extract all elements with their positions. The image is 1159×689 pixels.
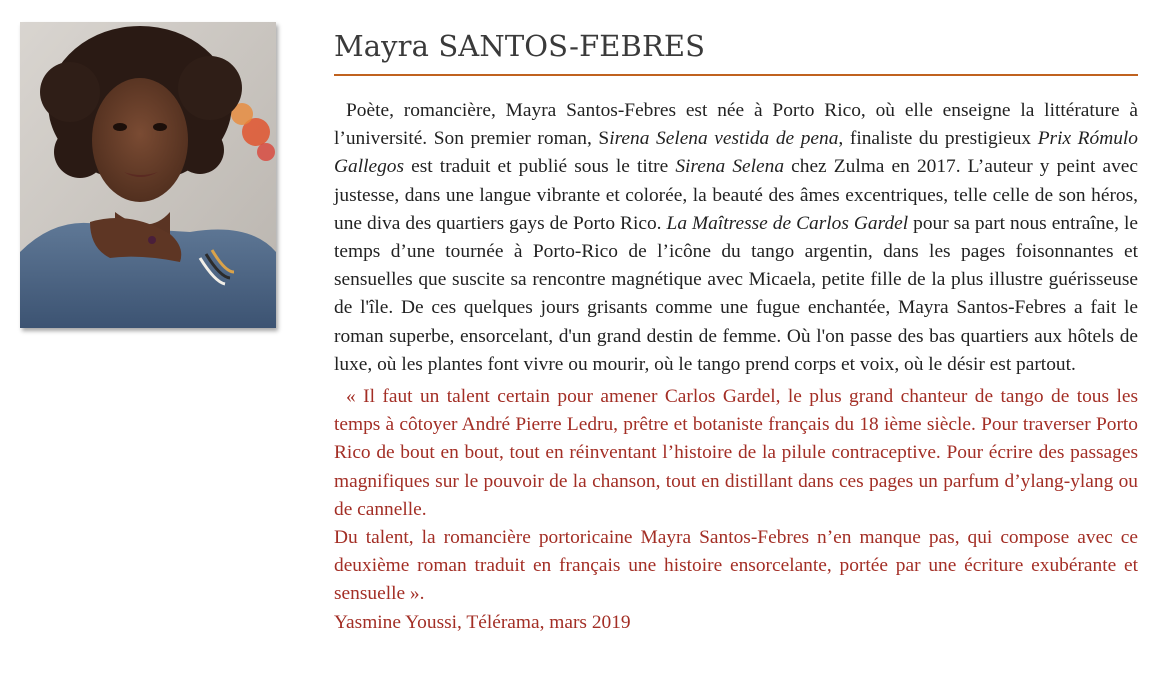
bio-text-1: Poète, romancière, Mayra Santos-Febres est née à Porto Rico, où elle enseigne la littérature à l’université. Son premier roman, S xyxy=(334,100,1138,150)
bio-text-2: , finaliste du prestigieux xyxy=(838,128,1038,150)
bio-text-4: chez Zulma en 2017. L’auteur y peint avec justesse, dans une langue vibrante et colorée, la beauté des âmes excentriques, telle celle de son héros, une diva des quartiers gays de Porto Rico. xyxy=(334,156,1138,234)
author-portrait-illustration xyxy=(20,22,276,328)
bio-text-3: est traduit et publié sous le titre xyxy=(404,156,676,178)
author-name-title: Mayra SANTOS-FEBRES xyxy=(334,29,706,63)
review-quote-paragraph-1: « Il faut un talent certain pour amener Carlos Gardel, le plus grand chanteur de tango de tous les temps à côtoyer André Pierre Ledru, prêtre et botaniste français du 18 ième siècle. Pour traverser Porto Rico de bout en bout, tout en réinventant l’histoire de la pilule contraceptive. Pour écrire des passages magnifiques sur le pouvoir de la chanson, tout en distillant dans ces pages un parfum d’ylang-ylang ou de cannelle. xyxy=(334,386,1138,520)
title-divider xyxy=(334,74,1138,76)
author-content xyxy=(334,22,1138,637)
book-title-sirena-selena-vestida: irena Selena vestida de pena xyxy=(609,128,839,150)
author-portrait xyxy=(20,22,276,328)
prize-name: Prix Rómulo Gallegos xyxy=(334,128,1138,178)
review-quote-paragraph-2: Du talent, la romancière portoricaine Mayra Santos-Febres n’en manque pas, qui compose avec ce deuxième roman traduit en français une histoire ensorcelante, portée par une écriture exubérante et sensuelle ». xyxy=(334,527,1138,605)
book-title-sirena-selena: Sirena Selena xyxy=(675,156,785,178)
author-biography xyxy=(334,97,1138,379)
book-title-maitresse: La Maîtresse de Carlos Gardel xyxy=(666,212,909,234)
review-credit: Yasmine Youssi, Télérama, mars 2019 xyxy=(334,611,631,633)
bio-text-5: pour sa part nous entraîne, le temps d’une tournée à Porto-Rico de l’icône du tango argentin, dans les pages foisonnantes et sensuelles que suscite sa rencontre magnétique avec Micaela, petite fille de la plus illustre guérisseuse de l'île. De ces quelques jours grisants comme une fugue enchantée, Mayra Santos-Febres a fait le roman superbe, ensorcelant, d'un grand destin de femme. Où l'on passe des bas quartiers aux hôtels de luxe, où les plantes font vivre ou mourir, où le tango prend corps et voix, où le désir est partout. xyxy=(334,212,1139,375)
